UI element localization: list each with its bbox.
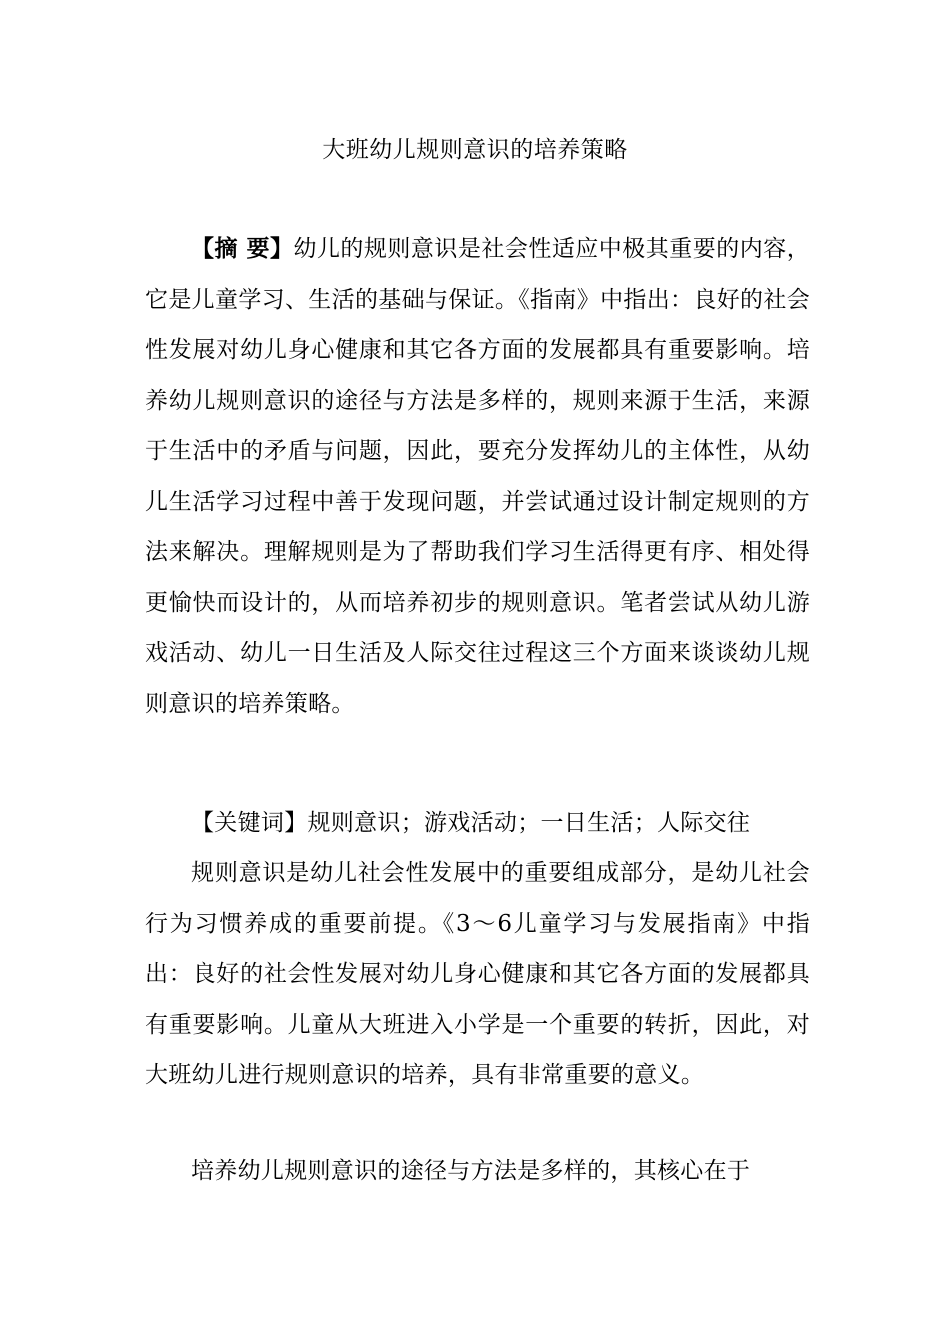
abstract-paragraph: [145, 224, 810, 729]
keywords-text: 规则意识；游戏活动；一日生活；人际交往: [307, 810, 751, 836]
keywords-label: 【关键词】: [191, 810, 308, 836]
document-title: 大班幼儿规则意识的培养策略: [322, 137, 628, 163]
abstract-label: 【摘 要】: [191, 235, 294, 262]
abstract-text: 幼儿的规则意识是社会性适应中极其重要的内容，它是儿童学习、生活的基础与保证。《指南》中指出：良好的社会性发展对幼儿身心健康和其它各方面的发展都具有重要影响。培养幼儿规则意识的途径与方法是多样的，规则来源于生活，来源于生活中的矛盾与问题，因此，要充分发挥幼儿的主体性，从幼儿生活学习过程中善于发现问题，并尝试通过设计制定规则的方法来解决。理解规则是为了帮助我们学习生活得更有序、相处得更愉快而设计的，从而培养初步的规则意识。笔者尝试从幼儿游戏活动、幼儿一日生活及人际交往过程这三个方面来谈谈幼儿规则意识的培养策略。: [145, 236, 810, 717]
keywords-paragraph: [145, 798, 810, 849]
body-paragraph-2: 培养幼儿规则意识的途径与方法是多样的，其核心在于: [191, 1158, 751, 1184]
body-paragraph-1: 规则意识是幼儿社会性发展中的重要组成部分，是幼儿社会行为习惯养成的重要前提。《3～6儿童学习与发展指南》中指出：良好的社会性发展对幼儿身心健康和其它各方面的发展都具有重要影响。儿童从大班进入小学是一个重要的转折，因此，对大班幼儿进行规则意识的培养，具有非常重要的意义。: [145, 860, 810, 1088]
